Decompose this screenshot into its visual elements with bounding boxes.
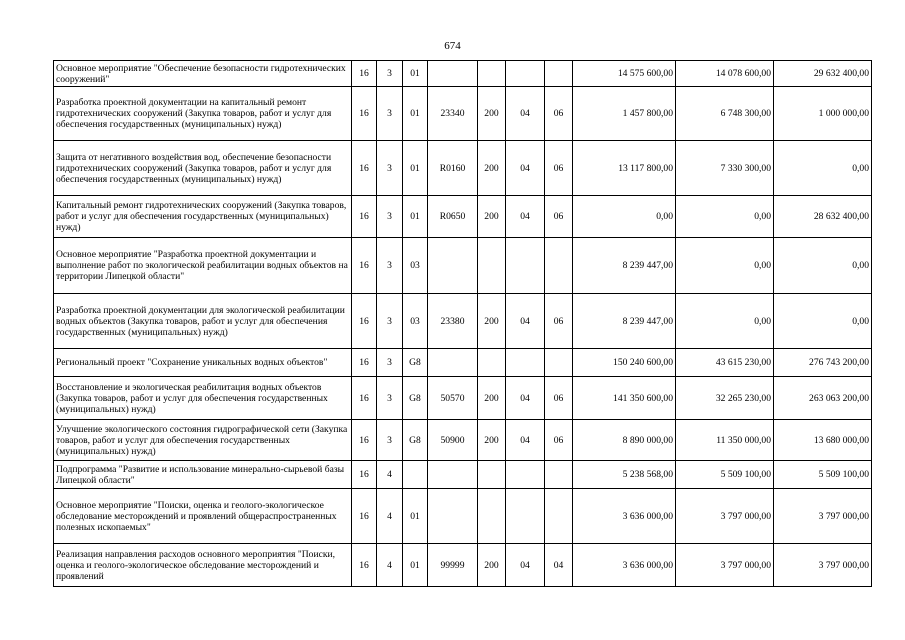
cell-code-7: 06 [545, 196, 573, 238]
cell-code-3 [403, 461, 428, 489]
cell-code-5: 200 [478, 294, 506, 349]
cell-code-6 [506, 349, 545, 377]
cell-code-5: 200 [478, 420, 506, 461]
cell-code-2: 3 [377, 87, 403, 141]
cell-code-4 [428, 238, 478, 294]
cell-code-2: 4 [377, 544, 403, 587]
cell-amount-2: 43 615 230,00 [676, 349, 774, 377]
cell-amount-1: 3 636 000,00 [573, 544, 676, 587]
cell-amount-3: 3 797 000,00 [774, 489, 872, 544]
cell-amount-1: 14 575 600,00 [573, 61, 676, 87]
cell-code-7 [545, 238, 573, 294]
cell-code-4: R0160 [428, 141, 478, 196]
table-row [54, 294, 872, 349]
cell-code-4 [428, 349, 478, 377]
cell-code-2: 3 [377, 61, 403, 87]
cell-code-2: 3 [377, 377, 403, 420]
budget-table [53, 60, 872, 587]
row-name: Улучшение экологического состояния гидрографической сети (Закупка товаров, работ и услуг для обеспечения государственных (муниципальных) нужд) [54, 420, 352, 461]
row-name: Разработка проектной документации на капитальный ремонт гидротехнических сооружений (Закупка товаров, работ и услуг для обеспечения государственных (муниципальных) нужд) [54, 87, 352, 141]
cell-code-3: 01 [403, 141, 428, 196]
table-row [54, 196, 872, 238]
cell-code-3: 01 [403, 61, 428, 87]
row-name: Реализация направления расходов основного мероприятия "Поиски, оценка и геолого-экологическое обследование месторождений и проявлений [54, 544, 352, 587]
cell-amount-3: 0,00 [774, 294, 872, 349]
cell-code-7 [545, 461, 573, 489]
cell-code-1: 16 [352, 238, 377, 294]
cell-code-4: 23380 [428, 294, 478, 349]
cell-amount-1: 141 350 600,00 [573, 377, 676, 420]
cell-amount-2: 7 330 300,00 [676, 141, 774, 196]
cell-amount-1: 0,00 [573, 196, 676, 238]
cell-code-3: G8 [403, 349, 428, 377]
row-name: Разработка проектной документации для экологической реабилитации водных объектов (Закупка товаров, работ и услуг для обеспечения государственных (муниципальных) нужд) [54, 294, 352, 349]
cell-amount-1: 13 117 800,00 [573, 141, 676, 196]
cell-amount-3: 3 797 000,00 [774, 544, 872, 587]
cell-code-7: 06 [545, 87, 573, 141]
cell-code-1: 16 [352, 141, 377, 196]
cell-code-5 [478, 61, 506, 87]
table-row [54, 349, 872, 377]
cell-code-6: 04 [506, 141, 545, 196]
cell-code-7 [545, 61, 573, 87]
cell-code-1: 16 [352, 61, 377, 87]
cell-code-3: 03 [403, 238, 428, 294]
table-row [54, 61, 872, 87]
cell-code-1: 16 [352, 489, 377, 544]
row-name: Подпрограмма "Развитие и использование минерально-сырьевой базы Липецкой области" [54, 461, 352, 489]
row-name: Восстановление и экологическая реабилитация водных объектов (Закупка товаров, работ и услуг для обеспечения государственных (муниципальных) нужд) [54, 377, 352, 420]
cell-code-4 [428, 489, 478, 544]
cell-code-7 [545, 349, 573, 377]
table-row [54, 377, 872, 420]
cell-amount-2: 3 797 000,00 [676, 544, 774, 587]
cell-code-5 [478, 349, 506, 377]
page-number: 674 [444, 40, 461, 52]
cell-amount-3: 276 743 200,00 [774, 349, 872, 377]
row-name: Защита от негативного воздействия вод, обеспечение безопасности гидротехнических сооружений (Закупка товаров, работ и услуг для обеспечения государственных (муниципальных) нужд) [54, 141, 352, 196]
cell-code-6 [506, 489, 545, 544]
cell-amount-1: 5 238 568,00 [573, 461, 676, 489]
cell-amount-2: 11 350 000,00 [676, 420, 774, 461]
cell-code-7: 06 [545, 141, 573, 196]
cell-code-6: 04 [506, 544, 545, 587]
cell-code-6 [506, 461, 545, 489]
cell-amount-1: 3 636 000,00 [573, 489, 676, 544]
cell-amount-2: 0,00 [676, 196, 774, 238]
cell-amount-3: 13 680 000,00 [774, 420, 872, 461]
cell-amount-3: 0,00 [774, 141, 872, 196]
cell-amount-2: 5 509 100,00 [676, 461, 774, 489]
cell-amount-3: 263 063 200,00 [774, 377, 872, 420]
table-row [54, 489, 872, 544]
table-row [54, 87, 872, 141]
cell-code-6: 04 [506, 377, 545, 420]
cell-code-4: 50900 [428, 420, 478, 461]
cell-code-6: 04 [506, 294, 545, 349]
cell-code-4 [428, 61, 478, 87]
cell-code-5: 200 [478, 544, 506, 587]
cell-code-1: 16 [352, 420, 377, 461]
cell-code-6 [506, 61, 545, 87]
cell-amount-2: 6 748 300,00 [676, 87, 774, 141]
cell-code-1: 16 [352, 294, 377, 349]
cell-code-5 [478, 461, 506, 489]
cell-amount-1: 8 239 447,00 [573, 294, 676, 349]
row-name: Капитальный ремонт гидротехнических сооружений (Закупка товаров, работ и услуг для обеспечения государственных (муниципальных) нужд) [54, 196, 352, 238]
cell-amount-3: 1 000 000,00 [774, 87, 872, 141]
row-name: Основное мероприятие "Обеспечение безопасности гидротехнических сооружений" [54, 61, 352, 87]
cell-code-3: 01 [403, 489, 428, 544]
cell-code-6 [506, 238, 545, 294]
cell-amount-2: 3 797 000,00 [676, 489, 774, 544]
cell-code-2: 3 [377, 420, 403, 461]
cell-amount-2: 0,00 [676, 238, 774, 294]
table-row [54, 141, 872, 196]
table-row [54, 420, 872, 461]
cell-amount-1: 150 240 600,00 [573, 349, 676, 377]
cell-code-1: 16 [352, 87, 377, 141]
cell-code-2: 3 [377, 349, 403, 377]
cell-code-1: 16 [352, 196, 377, 238]
cell-amount-2: 0,00 [676, 294, 774, 349]
cell-amount-1: 1 457 800,00 [573, 87, 676, 141]
cell-code-1: 16 [352, 349, 377, 377]
cell-code-3: G8 [403, 420, 428, 461]
cell-code-5: 200 [478, 196, 506, 238]
cell-code-3: 01 [403, 87, 428, 141]
cell-code-4: 50570 [428, 377, 478, 420]
cell-amount-3: 29 632 400,00 [774, 61, 872, 87]
cell-code-5: 200 [478, 377, 506, 420]
row-name: Основное мероприятие "Разработка проектной документации и выполнение работ по экологической реабилитации водных объектов на территории Липецкой области" [54, 238, 352, 294]
cell-code-2: 4 [377, 489, 403, 544]
cell-code-3: 03 [403, 294, 428, 349]
cell-code-1: 16 [352, 461, 377, 489]
row-name: Региональный проект "Сохранение уникальных водных объектов" [54, 349, 352, 377]
cell-code-7: 04 [545, 544, 573, 587]
table-row [54, 238, 872, 294]
cell-amount-3: 0,00 [774, 238, 872, 294]
cell-amount-1: 8 890 000,00 [573, 420, 676, 461]
cell-code-3: 01 [403, 544, 428, 587]
cell-amount-2: 14 078 600,00 [676, 61, 774, 87]
table-row [54, 544, 872, 587]
cell-code-1: 16 [352, 377, 377, 420]
cell-code-4: R0650 [428, 196, 478, 238]
cell-code-5: 200 [478, 141, 506, 196]
cell-code-5 [478, 489, 506, 544]
cell-code-3: 01 [403, 196, 428, 238]
cell-code-2: 3 [377, 141, 403, 196]
row-name: Основное мероприятие "Поиски, оценка и геолого-экологическое обследование месторождений и проявлений общераспространенных полезных ископаемых" [54, 489, 352, 544]
cell-code-2: 3 [377, 294, 403, 349]
cell-amount-1: 8 239 447,00 [573, 238, 676, 294]
cell-code-5: 200 [478, 87, 506, 141]
cell-code-2: 3 [377, 238, 403, 294]
cell-amount-3: 28 632 400,00 [774, 196, 872, 238]
table-row [54, 461, 872, 489]
cell-code-1: 16 [352, 544, 377, 587]
cell-code-7: 06 [545, 294, 573, 349]
cell-amount-3: 5 509 100,00 [774, 461, 872, 489]
cell-code-4: 23340 [428, 87, 478, 141]
cell-code-7 [545, 489, 573, 544]
cell-code-4: 99999 [428, 544, 478, 587]
cell-amount-2: 32 265 230,00 [676, 377, 774, 420]
cell-code-2: 3 [377, 196, 403, 238]
cell-code-7: 06 [545, 377, 573, 420]
cell-code-6: 04 [506, 196, 545, 238]
cell-code-2: 4 [377, 461, 403, 489]
cell-code-5 [478, 238, 506, 294]
cell-code-3: G8 [403, 377, 428, 420]
cell-code-6: 04 [506, 87, 545, 141]
cell-code-4 [428, 461, 478, 489]
cell-code-7: 06 [545, 420, 573, 461]
cell-code-6: 04 [506, 420, 545, 461]
